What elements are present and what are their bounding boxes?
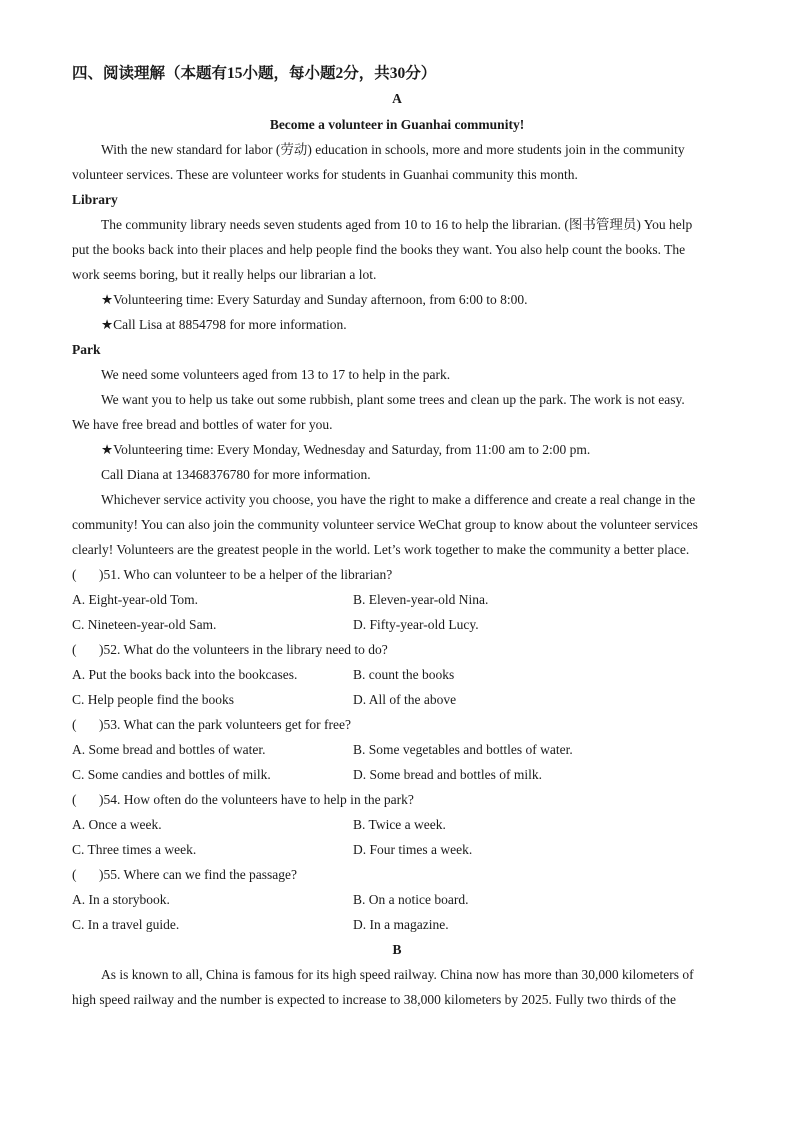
options-row	[72, 662, 722, 687]
park-line-3: We have free bread and bottles of water for you.	[72, 417, 333, 432]
answer-blank[interactable]: (	[72, 567, 77, 582]
section-title: 四、阅读理解（本题有15小题，每小题2分，共30分）	[72, 65, 437, 82]
park-time: ★Volunteering time: Every Monday, Wednesday and Saturday, from 11:00 am to 2:00 pm.	[101, 442, 591, 457]
question-stem: )54. How often do the volunteers have to help in the park?	[99, 792, 414, 807]
option-c[interactable]: C. Help people find the books	[72, 692, 234, 707]
answer-blank[interactable]: (	[72, 717, 77, 732]
answer-blank[interactable]: (	[72, 867, 77, 882]
option-d[interactable]: D. Fifty-year-old Lucy.	[353, 617, 479, 632]
option-a[interactable]: A. Eight-year-old Tom.	[72, 592, 199, 607]
closing-line-2: community! You can also join the community volunteer service WeChat group to know about the volunteer services	[72, 517, 698, 532]
park-line-1: We need some volunteers aged from 13 to 17 to help in the park.	[101, 367, 451, 382]
closing-line-3: clearly! Volunteers are the greatest people in the world. Let’s work together to make the community a better place.	[72, 542, 690, 557]
question-55	[72, 862, 722, 887]
option-b[interactable]: B. On a notice board.	[353, 892, 469, 907]
options-row	[72, 737, 722, 762]
park-heading: Park	[72, 342, 101, 357]
question-stem: )53. What can the park volunteers get for free?	[99, 717, 352, 732]
options-row	[72, 687, 722, 712]
library-contact: ★Call Lisa at 8854798 for more information.	[101, 317, 347, 332]
library-time: ★Volunteering time: Every Saturday and Sunday afternoon, from 6:00 to 8:00.	[101, 292, 528, 307]
exam-page	[72, 62, 722, 1012]
question-stem: )55. Where can we find the passage?	[99, 867, 298, 882]
park-line-2: We want you to help us take out some rubbish, plant some trees and clean up the park. The work is not easy.	[101, 392, 685, 407]
park-contact: Call Diana at 13468376780 for more information.	[101, 467, 371, 482]
option-c[interactable]: C. Nineteen-year-old Sam.	[72, 617, 217, 632]
library-line-2: put the books back into their places and help people find the books they want. You also help count the books. The	[72, 242, 686, 257]
options-row	[72, 837, 722, 862]
closing-line-1: Whichever service activity you choose, you have the right to make a difference and create a real change in the	[101, 492, 696, 507]
answer-blank[interactable]: (	[72, 792, 77, 807]
option-b[interactable]: B. Eleven-year-old Nina.	[353, 592, 489, 607]
options-row	[72, 587, 722, 612]
option-b[interactable]: B. Twice a week.	[353, 817, 446, 832]
options-row	[72, 912, 722, 937]
option-b[interactable]: B. Some vegetables and bottles of water.	[353, 742, 573, 757]
question-54	[72, 787, 722, 812]
options-row	[72, 762, 722, 787]
question-stem: )52. What do the volunteers in the library need to do?	[99, 642, 388, 657]
option-d[interactable]: D. Some bread and bottles of milk.	[353, 767, 542, 782]
option-c[interactable]: C. In a travel guide.	[72, 917, 180, 932]
intro-line-1: With the new standard for labor (劳动) education in schools, more and more students join in the community	[101, 142, 685, 157]
question-53	[72, 712, 722, 737]
passage-b-letter: B	[392, 942, 402, 957]
question-52	[72, 637, 722, 662]
option-d[interactable]: D. In a magazine.	[353, 917, 449, 932]
passage-b-line-1: As is known to all, China is famous for its high speed railway. China now has more than 30,000 kilometers of	[101, 967, 694, 982]
passage-a-letter: A	[392, 91, 402, 106]
option-a[interactable]: A. Some bread and bottles of water.	[72, 742, 266, 757]
option-b[interactable]: B. count the books	[353, 667, 455, 682]
option-c[interactable]: C. Three times a week.	[72, 842, 197, 857]
passage-b-line-2: high speed railway and the number is expected to increase to 38,000 kilometers by 2025. Fully two thirds of the	[72, 992, 676, 1007]
option-a[interactable]: A. In a storybook.	[72, 892, 170, 907]
options-row	[72, 812, 722, 837]
library-line-1: The community library needs seven students aged from 10 to 16 to help the librarian. (图书管理员) You help	[101, 217, 693, 232]
library-heading: Library	[72, 192, 118, 207]
question-stem: )51. Who can volunteer to be a helper of the librarian?	[99, 567, 393, 582]
question-51	[72, 562, 722, 587]
library-line-3: work seems boring, but it really helps our librarian a lot.	[72, 267, 377, 282]
option-c[interactable]: C. Some candies and bottles of milk.	[72, 767, 271, 782]
option-d[interactable]: D. All of the above	[353, 692, 457, 707]
options-row	[72, 887, 722, 912]
option-a[interactable]: A. Put the books back into the bookcases.	[72, 667, 298, 682]
answer-blank[interactable]: (	[72, 642, 77, 657]
passage-a-title: Become a volunteer in Guanhai community!	[269, 117, 525, 132]
options-row	[72, 612, 722, 637]
option-d[interactable]: D. Four times a week.	[353, 842, 473, 857]
intro-line-2: volunteer services. These are volunteer works for students in Guanhai community this month.	[72, 167, 578, 182]
option-a[interactable]: A. Once a week.	[72, 817, 162, 832]
